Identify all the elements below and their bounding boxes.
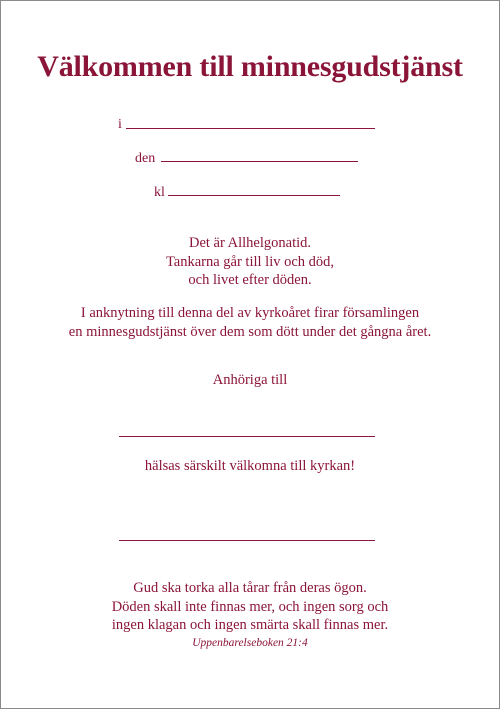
signature-fill-line xyxy=(119,540,375,541)
body-line: I anknytning till denna del av kyrkoåret firar församlingen xyxy=(80,305,420,321)
intro-text xyxy=(1,234,499,290)
time-fill-line xyxy=(168,195,340,196)
time-label: kl xyxy=(154,185,165,200)
bible-verse xyxy=(1,579,499,651)
card-title: Välkommen till minnesgudstjänst xyxy=(37,50,463,83)
relatives-fill-line xyxy=(119,436,375,437)
intro-line: Det är Allhelgonatid. xyxy=(188,235,311,251)
place-label: i xyxy=(118,117,122,132)
relatives-label: Anhöriga till xyxy=(212,372,288,388)
body-line: en minnesgudstjänst över dem som dött under det gångna året. xyxy=(68,323,432,340)
welcome-text: hälsas särskilt välkomna till kyrkan! xyxy=(144,458,356,474)
date-fill-line xyxy=(161,161,358,162)
verse-line: Döden skall inte finnas mer, och ingen sorg och xyxy=(111,598,389,615)
place-fill-line xyxy=(126,128,375,129)
verse-line: Gud ska torka alla tårar från deras ögon. xyxy=(133,580,367,596)
body-text xyxy=(1,304,499,341)
verse-line: ingen klagan och ingen smärta skall finnas mer. xyxy=(111,617,389,633)
verse-reference: Uppenbarelseboken 21:4 xyxy=(192,636,308,649)
date-label: den xyxy=(135,151,156,166)
intro-line: och livet efter döden. xyxy=(188,272,312,288)
intro-line: Tankarna går till liv och död, xyxy=(165,253,335,270)
